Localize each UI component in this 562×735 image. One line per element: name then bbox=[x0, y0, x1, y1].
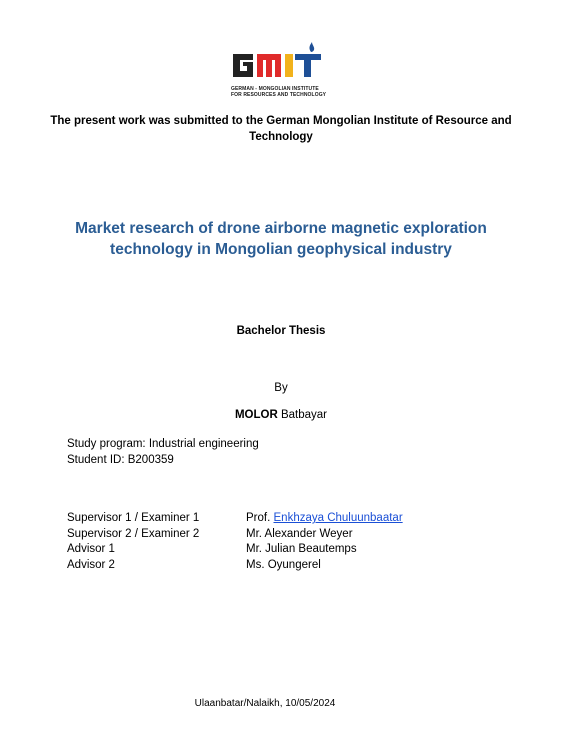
role-row bbox=[67, 527, 403, 543]
author-given-name: Batbayar bbox=[280, 409, 328, 421]
role-person bbox=[246, 511, 403, 527]
study-program: Study program: Industrial engineering bbox=[67, 438, 259, 450]
logo-caption-line1: GERMAN - MONGOLIAN INSTITUTE bbox=[231, 86, 319, 92]
person-prefix: Prof. bbox=[246, 512, 271, 524]
logo-caption-line2: FOR RESOURCES AND TECHNOLOGY bbox=[231, 92, 327, 98]
gmit-logo-mark bbox=[231, 41, 331, 85]
role-row bbox=[67, 542, 403, 558]
role-label: Supervisor 2 / Examiner 2 bbox=[67, 527, 200, 540]
role-label: Advisor 2 bbox=[67, 558, 115, 571]
thesis-type: Bachelor Thesis bbox=[236, 325, 326, 337]
person-name: Mr. Julian Beautemps bbox=[246, 543, 357, 555]
person-name: Ms. Oyungerel bbox=[246, 558, 321, 571]
role-row bbox=[67, 511, 403, 527]
supervisors-table bbox=[67, 511, 403, 573]
supervisor1-link[interactable]: Enkhzaya Chuluunbaatar bbox=[273, 512, 403, 524]
study-info bbox=[67, 436, 259, 468]
person-name: Mr. Alexander Weyer bbox=[246, 527, 353, 540]
role-label: Supervisor 1 / Examiner 1 bbox=[67, 512, 200, 524]
author-surname: MOLOR bbox=[234, 409, 278, 421]
student-id: Student ID: B200359 bbox=[67, 454, 174, 466]
logo-caption bbox=[231, 86, 331, 98]
gmit-logo bbox=[231, 41, 331, 98]
role-label: Advisor 1 bbox=[67, 543, 115, 555]
by-label: By bbox=[274, 382, 288, 394]
role-row bbox=[67, 558, 403, 574]
submission-statement: The present work was submitted to the German Mongolian Institute of Resource and Technology bbox=[50, 115, 512, 143]
thesis-title: Market research of drone airborne magnetic exploration technology in Mongolian geophysical industry bbox=[75, 220, 487, 258]
place-date: Ulaanbatar/Nalaikh, 10/05/2024 bbox=[194, 698, 336, 709]
author-name bbox=[0, 409, 562, 421]
